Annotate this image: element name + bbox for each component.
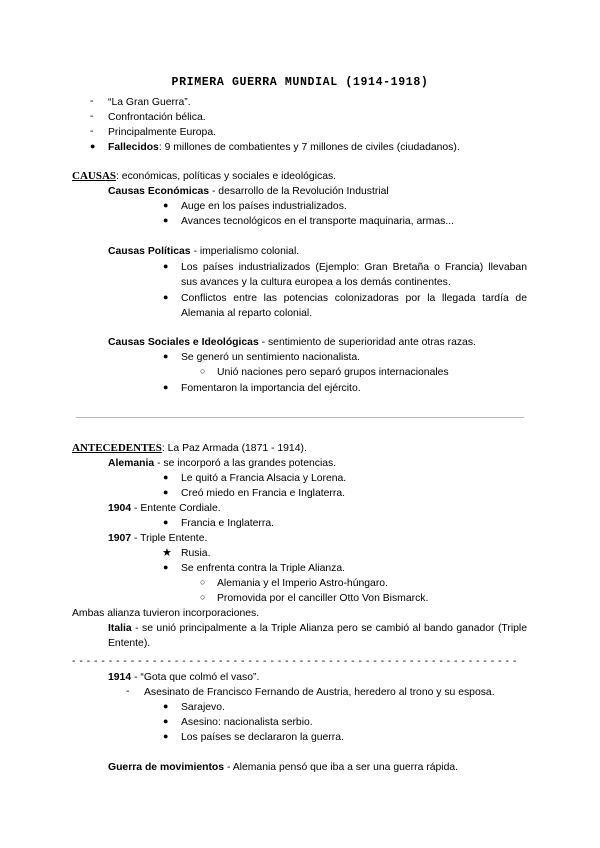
list-item: Los países se declararon la guerra. [181,732,344,743]
list-item: Rusia. [181,548,211,559]
list-item: Los países industrializados (Ejemplo: Gran Bretaña o Francia) llevaban sus avances y la cultura europea a los demás continentes. [181,262,527,288]
causas-economicas: Causas Económicas - desarrollo de la Revolución Industrial [108,186,389,197]
list-item: Unió naciones pero separó grupos internacionales [217,367,449,378]
bullet-icon: ● [163,701,169,711]
list-item: Confrontación bélica. [108,112,206,123]
alemania-line: Alemania - se incorporó a las grandes potencias. [108,458,337,469]
dash-marker: - [90,96,94,107]
bullet-icon: ● [163,351,169,361]
italia-paragraph: Italia - se unió principalmente a la Triple Alianza pero se cambió al bando ganador (Triple Entente). [108,623,527,649]
triple-entente-line: 1907 - Triple Entente. [108,533,208,544]
list-item: Auge en los países industrializados. [181,201,347,212]
list-item: Sarajevo. [181,702,225,713]
star-icon: ★ [162,547,172,559]
bullet-icon: ● [90,141,96,151]
bullet-icon: ● [163,562,169,572]
circle-bullet-icon: ○ [200,592,206,602]
antecedentes-heading: ANTECEDENTES: La Paz Armada (1871 - 1914). [72,442,307,454]
list-item: Avances tecnológicos en el transporte maquinaria, armas... [181,216,454,227]
list-item: “La Gran Guerra”. [108,97,191,108]
circle-bullet-icon: ○ [200,577,206,587]
bullet-icon: ● [163,517,169,527]
bullet-icon: ● [163,200,169,210]
bullet-icon: ● [163,292,169,302]
circle-bullet-icon: ○ [200,366,206,376]
entente-cordiale-line: 1904 - Entente Cordiale. [108,503,221,514]
horizontal-rule [76,417,524,418]
bullet-icon: ● [163,382,169,392]
list-item: Se generó un sentimiento nacionalista. [181,352,361,363]
causas-sociales: Causas Sociales e Ideológicas - sentimiento de superioridad ante otras razas. [108,337,476,348]
list-item: Asesinato de Francisco Fernando de Austria, heredero al trono y su esposa. [144,687,495,698]
causas-heading: CAUSAS: económicas, políticas y sociales e ideológicas. [72,170,337,182]
bullet-icon: ● [163,261,169,271]
dash-marker: - [90,111,94,122]
list-item: Principalmente Europa. [108,127,217,138]
dash-marker: - [90,126,94,137]
bullet-icon: ● [163,472,169,482]
bullet-icon: ● [163,731,169,741]
list-item: Fomentaron la importancia del ejército. [181,383,361,394]
y1914-line: 1914 - “Gota que colmó el vaso”. [108,672,260,683]
list-item: Le quitó a Francia Alsacia y Lorena. [181,473,347,484]
list-item: Alemania y el Imperio Astro-húngaro. [217,578,388,589]
list-item: Fallecidos: 9 millones de combatientes y 7 millones de civiles (ciudadanos). [108,142,460,153]
dashed-separator: - - - - - - - - - - - - - - - - - - - - - - - - - - - - - - - - - - - - - - - - - - - - - - - - - - - - - - - - - - - - - [72,656,517,667]
bullet-icon: ● [163,487,169,497]
list-item: Promovida por el canciller Otto Von Bismarck. [217,593,429,604]
guerra-movimientos-line: Guerra de movimientos - Alemania pensó que iba a ser una guerra rápida. [108,762,459,773]
list-item: Se enfrenta contra la Triple Alianza. [181,563,346,574]
bullet-icon: ● [163,716,169,726]
bullet-icon: ● [163,215,169,225]
list-item: Asesino: nacionalista serbio. [181,717,313,728]
ambas-alianzas-text: Ambas alianza tuvieron incorporaciones. [72,608,260,619]
dash-marker: - [126,686,130,697]
page-title: PRIMERA GUERRA MUNDIAL (1914-1918) [171,76,429,89]
causas-politicas: Causas Políticas - imperialismo colonial. [108,246,300,257]
list-item: Conflictos entre las potencias colonizadoras por la llegada tardía de Alemania al reparto colonial. [181,293,527,319]
list-item: Creó miedo en Francia e Inglaterra. [181,488,346,499]
list-item: Francia e Inglaterra. [181,518,274,529]
